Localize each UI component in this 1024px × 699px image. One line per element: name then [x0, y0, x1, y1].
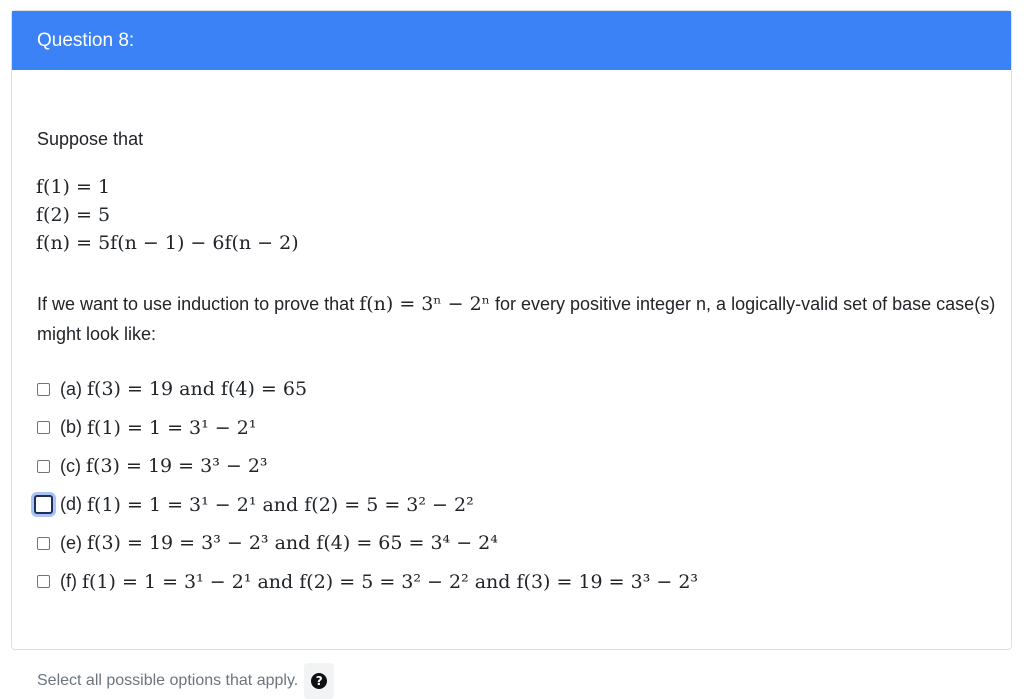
option-c-text: f(3) = 19 = 3³ − 2³ [86, 455, 268, 478]
definition-line: f(2) = 5 [36, 204, 111, 226]
question-header: Question 8: [12, 11, 1011, 70]
option-a-checkbox[interactable] [37, 383, 50, 396]
definition-line: f(n) = 5f(n − 1) − 6f(n − 2) [36, 232, 299, 254]
question-card [11, 10, 1012, 689]
intro-text: Suppose that [37, 129, 144, 149]
help-line [37, 663, 334, 699]
help-button[interactable] [304, 663, 334, 699]
definition-line: f(1) = 1 [36, 176, 111, 198]
definitions [36, 173, 299, 257]
option-b-checkbox[interactable] [37, 421, 50, 434]
option-f-checkbox[interactable] [37, 575, 50, 588]
option-b-text: f(1) = 1 = 3¹ − 2¹ [87, 416, 257, 439]
question-before: If we want to use induction to prove that [37, 294, 355, 314]
question-circle-icon: ? [311, 673, 327, 689]
question-after: for every positive integer n, a logically-valid set of base case(s) might look like: [37, 294, 996, 344]
option-a[interactable]: (a) f(3) = 19 and f(4) = 65 [37, 370, 698, 409]
option-e-text: f(3) = 19 = 3³ − 2³ and f(4) = 65 = 3⁴ − 2⁴ [87, 532, 498, 555]
option-d[interactable]: (d) f(1) = 1 = 3¹ − 2¹ and f(2) = 5 = 3² − 2² [37, 486, 698, 525]
option-c-checkbox[interactable] [37, 460, 50, 473]
options-list [37, 370, 698, 601]
question-text [37, 289, 997, 349]
option-b[interactable]: (b) f(1) = 1 = 3¹ − 2¹ [37, 409, 698, 448]
help-text: Select all possible options that apply. [37, 672, 299, 689]
option-f[interactable]: (f) f(1) = 1 = 3¹ − 2¹ and f(2) = 5 = 3² − 2² and f(3) = 19 = 3³ − 2³ [37, 563, 698, 602]
option-d-text: f(1) = 1 = 3¹ − 2¹ and f(2) = 5 = 3² − 2² [87, 493, 474, 516]
option-c[interactable]: (c) f(3) = 19 = 3³ − 2³ [37, 447, 698, 486]
option-e-checkbox[interactable] [37, 537, 50, 550]
option-d-checkbox[interactable] [34, 495, 53, 514]
option-a-text: f(3) = 19 and f(4) = 65 [87, 378, 308, 401]
option-e[interactable]: (e) f(3) = 19 = 3³ − 2³ and f(4) = 65 = 3⁴ − 2⁴ [37, 524, 698, 563]
option-f-text: f(1) = 1 = 3¹ − 2¹ and f(2) = 5 = 3² − 2² and f(3) = 19 = 3³ − 2³ [82, 570, 699, 593]
question-math: f(n) = 3ⁿ − 2ⁿ [359, 293, 490, 315]
